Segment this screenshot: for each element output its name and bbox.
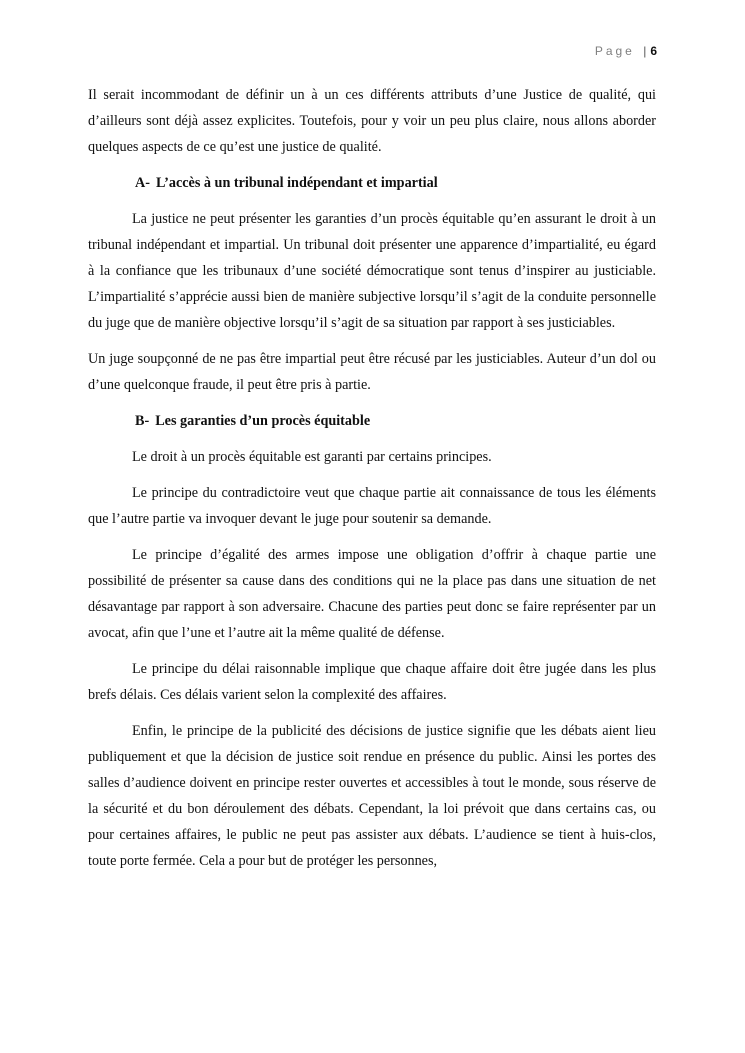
section-b-title: Les garanties d’un procès équitable xyxy=(155,413,371,429)
intro-paragraph: Il serait incommodant de définir un à un ces différents attributs d’une Justice de qualité, qui d’ailleurs sont déjà assez explicites. Toutefois, pour y voir un peu plus claire, nous allons aborder quelques aspects de ce qu’est une justice de qualité. xyxy=(88,87,656,155)
page-label: Page xyxy=(594,44,635,58)
section-b-marker: B- xyxy=(135,413,150,429)
section-a-heading xyxy=(88,170,656,196)
page-header xyxy=(595,44,657,58)
section-a-paragraph: La justice ne peut présenter les garanties d’un procès équitable qu’en assurant le droit à un tribunal indépendant et impartial. Un tribunal doit présenter une apparence d’impartialité, eu égard à la confiance que les tribunaux d’une société démocratique sont tenus d’inspirer au justiciable. L’impartialité s’apprécie aussi bien de manière subjective lorsqu’il s’agit de la conduite personnelle du juge que de manière objective lorsqu’il s’agit de sa situation par rapport à ses justiciables. xyxy=(88,211,656,331)
section-a-paragraph: Un juge soupçonné de ne pas être impartial peut être récusé par les justiciables. Auteur d’un dol ou d’une quelconque fraude, il peut être pris à partie. xyxy=(88,351,656,393)
page-number: 6 xyxy=(650,44,657,58)
page-separator: | xyxy=(643,44,647,58)
section-b-paragraph: Le droit à un procès équitable est garanti par certains principes. xyxy=(132,449,492,465)
section-a-marker: A- xyxy=(135,175,150,191)
section-b-paragraph: Le principe du contradictoire veut que chaque partie ait connaissance de tous les éléments que l’autre partie va invoquer devant le juge pour soutenir sa demande. xyxy=(88,485,656,527)
section-a-title: L’accès à un tribunal indépendant et impartial xyxy=(155,175,438,191)
section-b-paragraph: Le principe d’égalité des armes impose une obligation d’offrir à chaque partie une possibilité de présenter sa cause dans des conditions qui ne la place pas dans une situation de net désavantage par rapport à son adversaire. Chacune des parties peut donc se faire représenter par un avocat, afin que l’une et l’autre ait la même qualité de défense. xyxy=(88,547,656,641)
section-b-paragraph: Enfin, le principe de la publicité des décisions de justice signifie que les débats aient lieu publiquement et que la décision de justice soit rendue en présence du public. Ainsi les portes des salles d’audience doivent en principe rester ouvertes et accessibles à tout le monde, sous réserve de la sécurité et du bon déroulement des débats. Cependant, la loi prévoit que dans certains cas, ou pour certaines affaires, le public ne peut pas assister aux débats. L’audience se tient à huis-clos, toute porte fermée. Cela a pour but de protéger les personnes, xyxy=(88,723,656,869)
document-body xyxy=(88,82,656,884)
section-b-paragraph: Le principe du délai raisonnable implique que chaque affaire doit être jugée dans les plus brefs délais. Ces délais varient selon la complexité des affaires. xyxy=(88,661,656,703)
section-b-heading xyxy=(88,408,656,434)
